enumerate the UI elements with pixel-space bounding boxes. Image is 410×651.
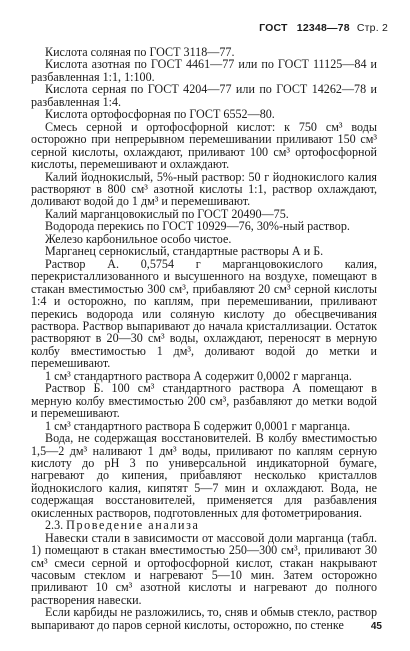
paragraph: Вода, не содержащая восстановителей. В колбу вместимостью 1,5—2 дм³ наливают 1 дм³ воды, приливают по каплям серную кислоту до pH 3 по универсальной индикаторной бумаге, нагревают до кипения, прибавляют несколько кристаллов йоднокислого калия, кипятят 5—7 мин и охлаждают. Вода, не содержащая восстановителей, применяется для разбавления окисленных растворов, подготовленных для фотометрирования. [31,431,377,520]
page-number: 45 [370,621,382,632]
paragraph: Водорода перекись по ГОСТ 10929—76, 30%-ный раствор. [45,219,350,234]
section-number: 2.3. [45,518,64,533]
paragraph: Калий йоднокислый, 5%-ный раствор: 50 г йоднокислого калия растворяют в 800 см³ азотной кислоты 1:1, раствор охлаждают, доливают водой до 1 дм³ и перемешивают. [31,169,377,209]
paragraph: Кислота серная по ГОСТ 4204—77 или по ГОСТ 14262—78 и разбавленная 1:4. [31,82,377,109]
paragraph: 1 см³ стандартного раствора А содержит 0,0002 г марганца. [45,368,352,383]
standard-label: ГОСТ [259,22,288,34]
paragraph: Кислота соляная по ГОСТ 3118—77. [45,45,235,59]
paragraph: Раствор А. 0,5754 г марганцовокислого калия, перекристаллизованного и высушенного на воздухе, помещают в стакан вместимостью 300 см³, прибавляют 20 см³ серной кислоты 1:4 и осторожно, по каплям, при перемешивании, приливают перекись водорода или соляную кислоту до обесцвечивания раствора. Раствор выпаривают до начала кристаллизации. Остаток растворяют в 20—30 см³ воды, охлаждают, переносят в мерную колбу вместимостью 1 дм³, доливают водой до метки и перемешивают. [31,256,377,371]
paragraph: Смесь серной и ортофосфорной кислот: к 750 см³ воды осторожно при непрерывном перемешивании приливают 150 см³ серной кислоты, охлаждают, приливают 100 см³ ортофосфорной кислоты, перемешивают и охлаждают. [31,119,377,172]
paragraph: Марганец сернокислый, стандартные растворы А и Б. [45,244,324,259]
paragraph: Кислота ортофосфорная по ГОСТ 6552—80. [45,107,275,122]
page-header [259,22,388,34]
paragraph: Железо карбонильное особо чистое. [45,231,232,246]
paragraph: Если карбиды не разложились, то, сняв и обмыв стекло, раствор выпаривают до паров серной кислоты, осторожно, по стенке [31,605,377,632]
page-label: Стр. 2 [356,22,388,34]
paragraph: Раствор Б. 100 см³ стандартного раствора А помещают в мерную колбу вместимостью 200 см³, разбавляют до метки водой и перемешивают. [31,381,377,421]
section-title: Проведение анализа [66,518,200,533]
paragraph: Калий марганцовокислый по ГОСТ 20490—75. [45,206,289,221]
paragraph: 1 см³ стандартного раствора Б содержит 0,0001 г марганца. [45,418,351,433]
standard-number: 12348—78 [296,22,350,34]
paragraph: Кислота азотная по ГОСТ 4461—77 или по ГОСТ 11125—84 и разбавленная 1:1, 1:100. [31,57,377,84]
paragraph: Навески стали в зависимости от массовой доли марганца (табл. 1) помещают в стакан вместимостью 250—300 см³, приливают 30 см³ смеси серной и ортофосфорной кислот, стакан накрывают часовым стеклом и нагревают 5—10 мин. Затем осторожно приливают 10 см³ азотной кислоты и нагревают до полного растворения навески. [31,530,377,607]
document-body [31,46,377,631]
section-heading [31,519,377,531]
